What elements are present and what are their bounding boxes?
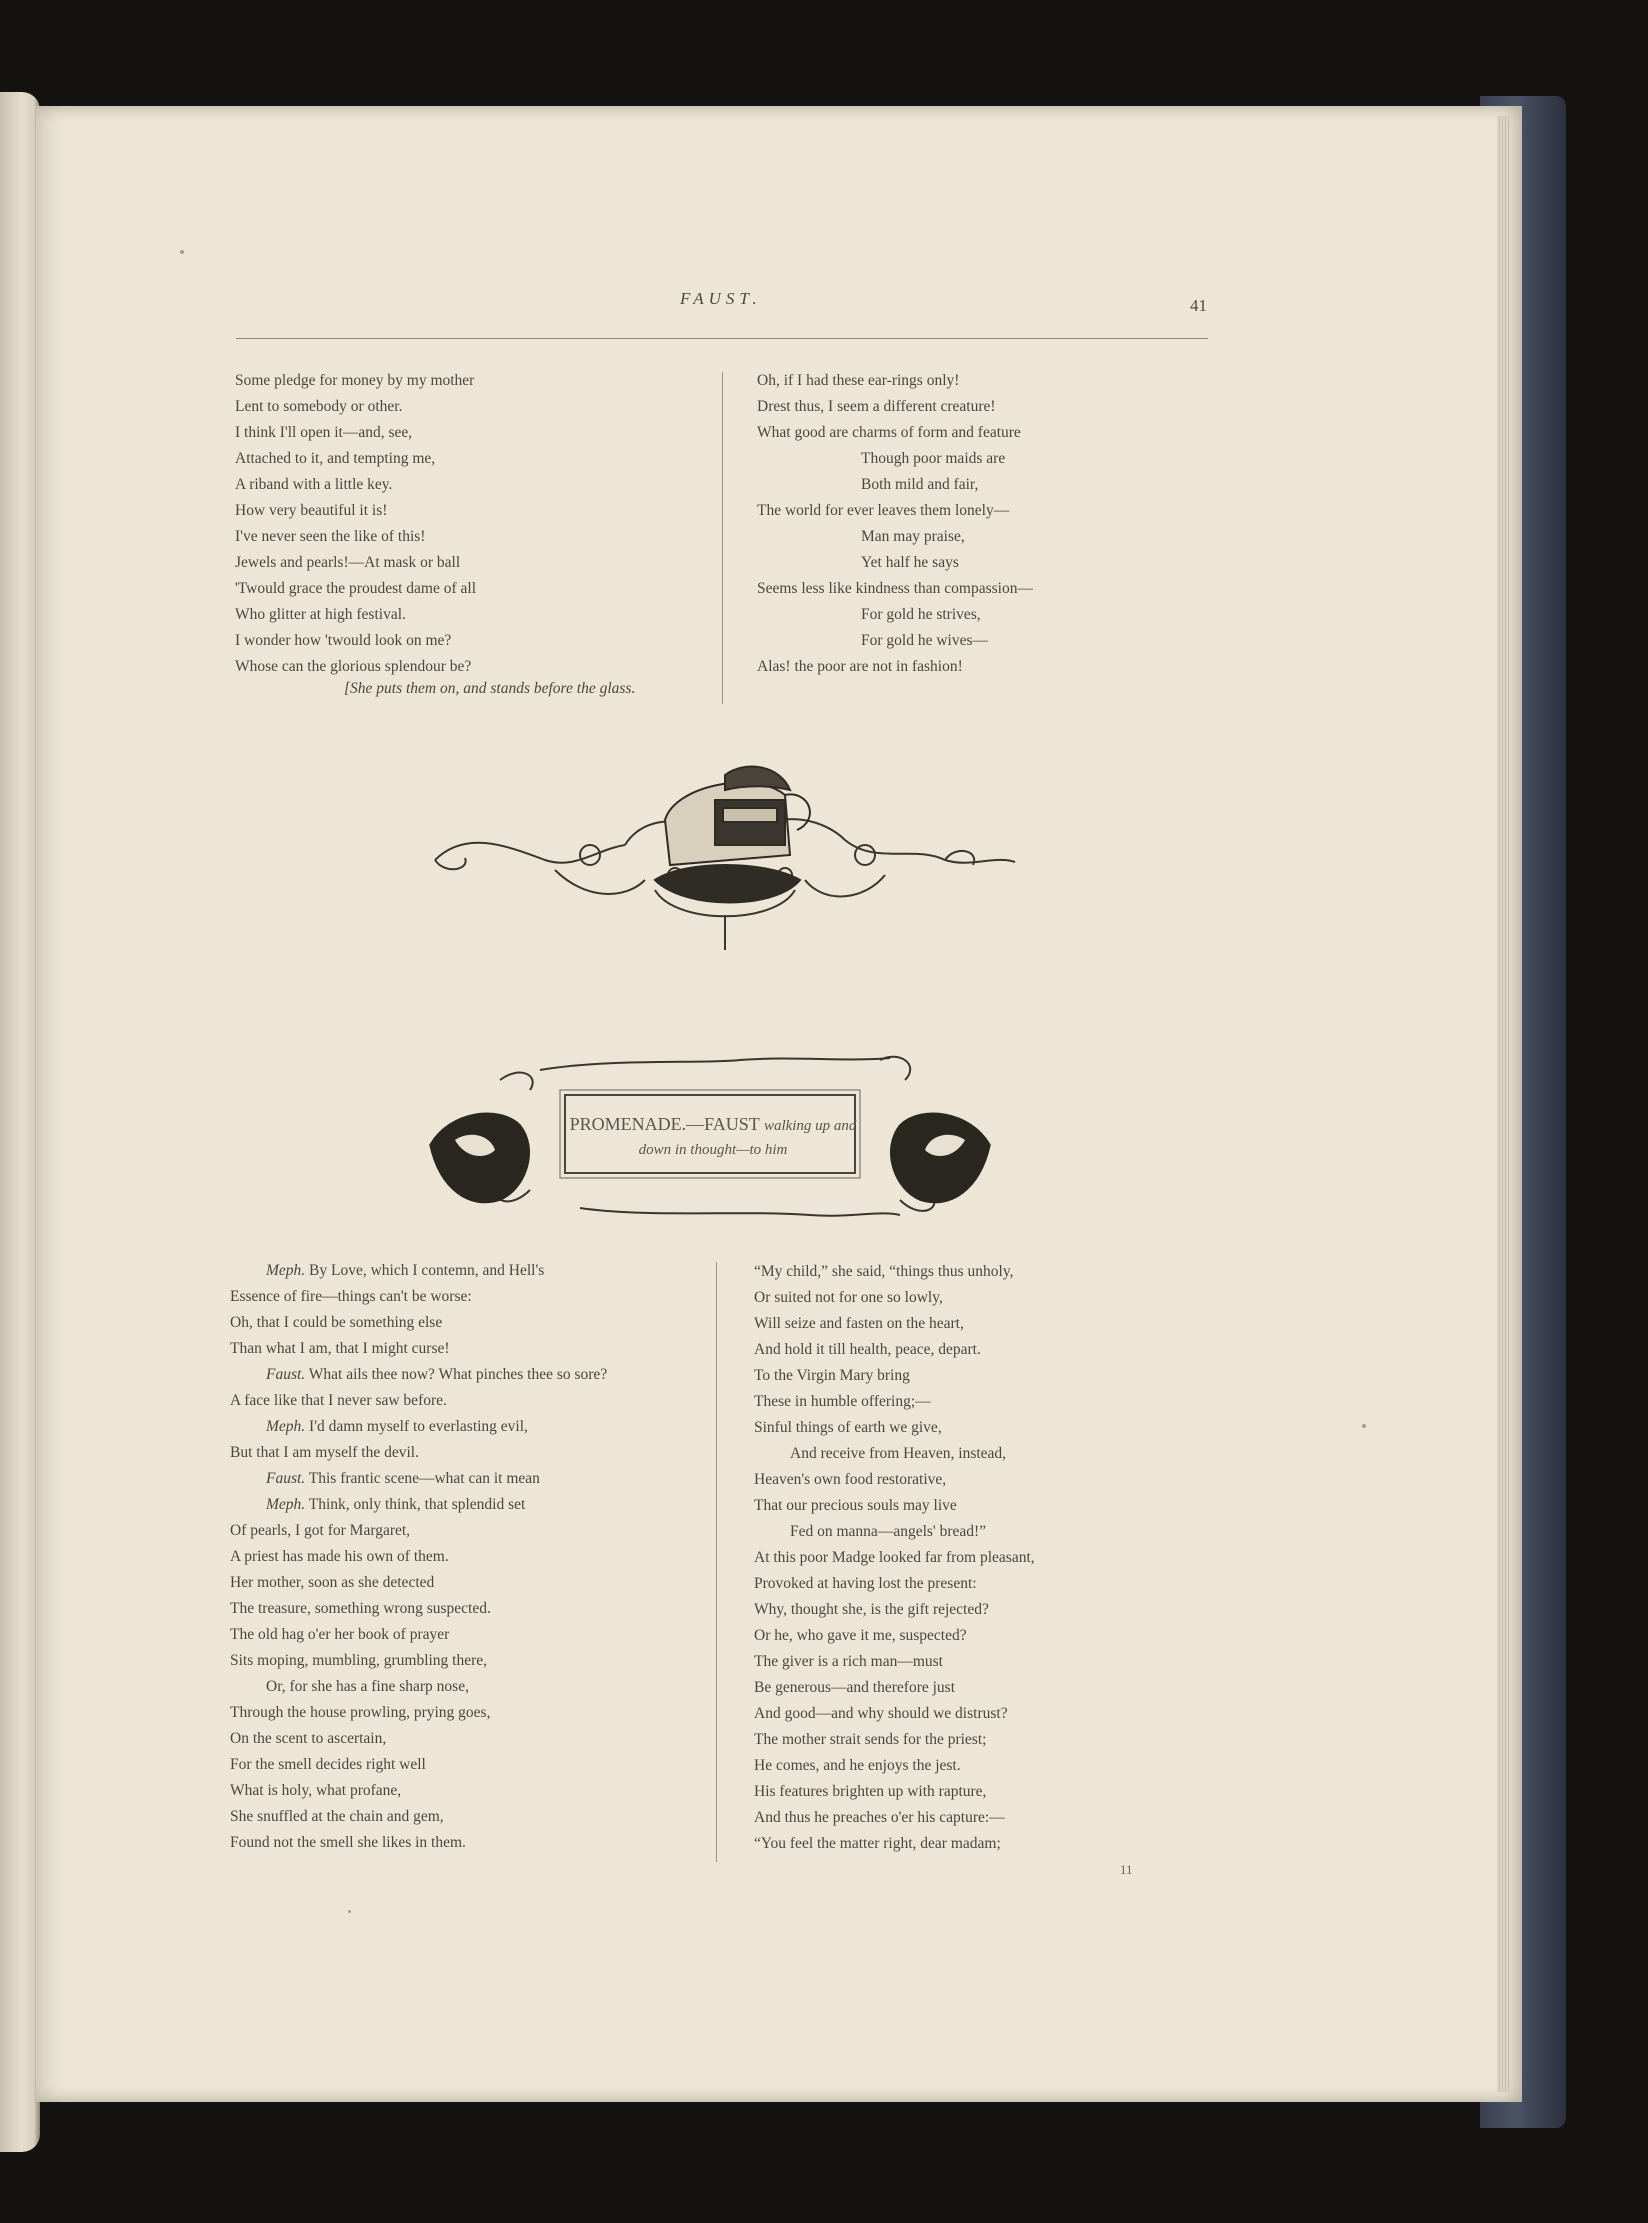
speaker: Meph. <box>266 1418 306 1435</box>
line-text: What ails thee now? What pinches thee so sore? <box>305 1366 608 1383</box>
verse-line: His features brighten up with rapture, <box>754 1783 987 1800</box>
line-text: Think, only think, that splendid set <box>305 1496 526 1513</box>
dialogue-line: Oh, that I could be something else <box>230 1314 443 1331</box>
verse-line: He comes, and he enjoys the jest. <box>754 1757 961 1774</box>
column-divider <box>722 372 723 704</box>
verse-line: Who glitter at high festival. <box>235 606 406 623</box>
dialogue-line: For the smell decides right well <box>230 1756 426 1773</box>
dialogue-line: Or, for she has a fine sharp nose, <box>266 1678 469 1695</box>
speaker: Faust. <box>266 1470 306 1487</box>
verse-line: 'Twould grace the proudest dame of all <box>235 580 477 597</box>
dialogue-line: She snuffled at the chain and gem, <box>230 1808 444 1825</box>
line-text: I'd damn myself to everlasting evil, <box>305 1418 528 1435</box>
verse-line: I think I'll open it—and, see, <box>235 424 413 441</box>
verse-line: Some pledge for money by my mother <box>235 372 475 389</box>
column-divider <box>716 1262 717 1862</box>
verse-line: The world for ever leaves them lonely— <box>757 502 1010 519</box>
line-text: By Love, which I contemn, and Hell's <box>305 1262 545 1279</box>
line-text: This frantic scene—what can it mean <box>305 1470 540 1487</box>
verse-line: “My child,” she said, “things thus unholy, <box>754 1263 1014 1280</box>
verse-line: Man may praise, <box>861 528 965 545</box>
verse-line: “You feel the matter right, dear madam; <box>754 1835 1001 1852</box>
verse-line: How very beautiful it is! <box>235 502 388 519</box>
dialogue-line <box>230 1492 607 1518</box>
verse-line: Drest thus, I seem a different creature! <box>757 398 996 415</box>
dialogue-line: Sits moping, mumbling, grumbling there, <box>230 1652 488 1669</box>
verse-line: And thus he preaches o'er his capture:— <box>754 1809 1005 1826</box>
bottom-right-column <box>754 1259 1035 1857</box>
verse-line: Jewels and pearls!—At mask or ball <box>235 554 461 571</box>
verse-line: What good are charms of form and feature <box>757 424 1021 441</box>
verse-line: To the Virgin Mary bring <box>754 1367 910 1384</box>
verse-line: Provoked at having lost the present: <box>754 1575 977 1592</box>
verse-line: Yet half he says <box>861 554 959 571</box>
verse-line: Sinful things of earth we give, <box>754 1419 942 1436</box>
dialogue-line <box>230 1258 607 1284</box>
dialogue-line: Of pearls, I got for Margaret, <box>230 1522 411 1539</box>
speaker: Faust. <box>266 1366 306 1383</box>
verse-line: The mother strait sends for the priest; <box>754 1731 987 1748</box>
verse-line: For gold he strives, <box>861 606 981 623</box>
verse-line: I wonder how 'twould look on me? <box>235 632 452 649</box>
verse-line: Oh, if I had these ear-rings only! <box>757 372 960 389</box>
dialogue-line: On the scent to ascertain, <box>230 1730 387 1747</box>
dialogue-line: The treasure, something wrong suspected. <box>230 1600 491 1617</box>
verse-line: And hold it till health, peace, depart. <box>754 1341 981 1358</box>
verse-line: Will seize and fasten on the heart, <box>754 1315 964 1332</box>
verse-line: For gold he wives— <box>861 632 989 649</box>
verse-line: Whose can the glorious splendour be? <box>235 658 472 675</box>
paper-speck <box>348 1910 351 1913</box>
dialogue-line: But that I am myself the devil. <box>230 1444 419 1461</box>
jewel-casket-ornament <box>425 750 1025 955</box>
dialogue-line: A face like that I never saw before. <box>230 1392 447 1409</box>
paper-speck <box>1362 1424 1366 1428</box>
dialogue-line: A priest has made his own of them. <box>230 1548 449 1565</box>
verse-line: Why, thought she, is the gift rejected? <box>754 1601 989 1618</box>
verse-line: And receive from Heaven, instead, <box>790 1445 1007 1462</box>
dialogue-line: What is holy, what profane, <box>230 1782 402 1799</box>
dialogue-line: Through the house prowling, prying goes, <box>230 1704 491 1721</box>
dialogue-line: Essence of fire—things can't be worse: <box>230 1288 472 1305</box>
verse-line: And good—and why should we distrust? <box>754 1705 1008 1722</box>
left-page-edge <box>0 92 40 2152</box>
paper-speck <box>180 250 184 254</box>
verse-line: Fed on manna—angels' bread!” <box>790 1523 987 1540</box>
verse-line: Though poor maids are <box>861 450 1006 467</box>
dialogue-line <box>230 1362 607 1388</box>
dialogue-line <box>230 1466 607 1492</box>
verse-line: At this poor Madge looked far from pleasant, <box>754 1549 1035 1566</box>
page-number: 41 <box>1190 296 1207 315</box>
verse-line: I've never seen the like of this! <box>235 528 426 545</box>
dialogue-line: Than what I am, that I might curse! <box>230 1340 450 1357</box>
verse-line: Attached to it, and tempting me, <box>235 450 436 467</box>
scene-heading-main: PROMENADE.—FAUST <box>569 1114 760 1134</box>
scene-heading <box>568 1112 858 1162</box>
top-left-column <box>235 368 476 680</box>
header-rule <box>236 338 1208 339</box>
scene-heading-italic: walking up and <box>763 1118 857 1134</box>
verse-line: These in humble offering;— <box>754 1393 931 1410</box>
verse-line: Or suited not for one so lowly, <box>754 1289 943 1306</box>
signature-mark: 11 <box>1120 1862 1133 1877</box>
verse-line: Or he, who gave it me, suspected? <box>754 1627 967 1644</box>
page-edges <box>1497 116 1511 2092</box>
verse-line: Lent to somebody or other. <box>235 398 403 415</box>
speaker: Meph. <box>266 1262 306 1279</box>
scene-heading-second-line: down in thought—to him <box>638 1142 788 1158</box>
verse-line: Heaven's own food restorative, <box>754 1471 947 1488</box>
dialogue-line: The old hag o'er her book of prayer <box>230 1626 450 1643</box>
top-right-column <box>757 368 1033 680</box>
verse-line: Both mild and fair, <box>861 476 979 493</box>
speaker: Meph. <box>266 1496 306 1513</box>
running-title: FAUST. <box>680 289 762 308</box>
bottom-left-column <box>230 1258 607 1856</box>
dialogue-line <box>230 1414 607 1440</box>
verse-line: Be generous—and therefore just <box>754 1679 956 1696</box>
verse-line: A riband with a little key. <box>235 476 393 493</box>
verse-line: That our precious souls may live <box>754 1497 957 1514</box>
verse-line: Alas! the poor are not in fashion! <box>757 658 963 675</box>
verse-line: Seems less like kindness than compassion— <box>757 580 1033 597</box>
stage-direction: [She puts them on, and stands before the glass. <box>344 680 636 697</box>
dialogue-line: Her mother, soon as she detected <box>230 1574 435 1591</box>
verse-line: The giver is a rich man—must <box>754 1653 943 1670</box>
dialogue-line: Found not the smell she likes in them. <box>230 1834 466 1851</box>
